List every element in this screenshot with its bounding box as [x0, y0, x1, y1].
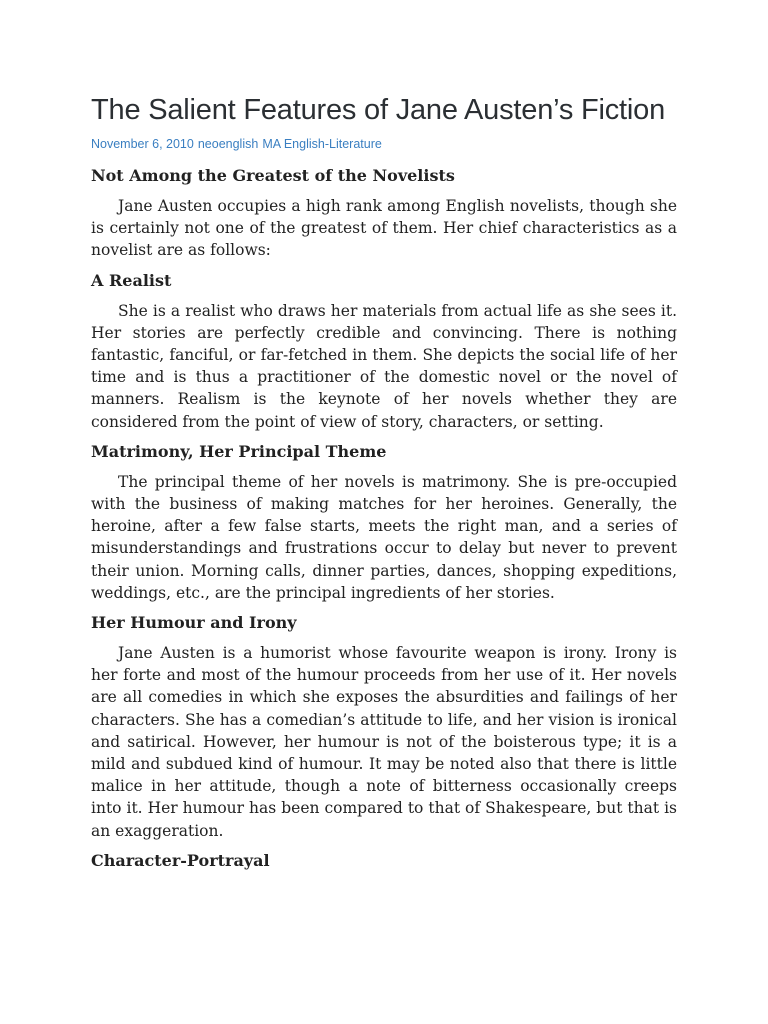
section-heading-humour: Her Humour and Irony: [91, 613, 297, 633]
article: [91, 0, 677, 872]
section-heading-greatest: Not Among the Greatest of the Novelists: [91, 166, 455, 185]
author-link[interactable]: neoenglish: [197, 137, 259, 151]
section-heading-realist: A Realist: [91, 270, 172, 290]
section-heading-matrimony: Matrimony, Her Principal Theme: [91, 441, 387, 461]
section-body-humour: Jane Austen is a humorist whose favourite weapon is irony. Irony is her forte and most of the humour proceeds from her use of it. Her novels are all comedies in which she exposes the absurdities and failings of her characters. She has a comedian’s attitude to life, and her vision is ironical and satirical. However, her humour is not of the boisterous type; it is a mild and subdued kind of humour. It may be noted also that there is little malice in her attitude, though a note of bitterness occasionally creeps into it. Her humour has been compared to that of Shakespeare, but that is an exaggeration.: [91, 644, 677, 840]
category-link[interactable]: MA English-Literature: [262, 137, 382, 151]
section-body-realist: She is a realist who draws her materials from actual life as she sees it. Her stories are perfectly credible and convincing. There is nothing fantastic, fanciful, or far-fetched in them. She depicts the social life of her time and is thus a practitioner of the domestic novel or the novel of manners. Realism is the keynote of her novels whether they are considered from the point of view of story, characters, or setting.: [91, 301, 677, 431]
article-meta: [91, 136, 677, 152]
section-body-greatest: Jane Austen occupies a high rank among English novelists, though she is certainly not one of the greatest of them. Her chief characteristics as a novelist are as follows:: [91, 197, 677, 260]
article-title: The Salient Features of Jane Austen’s Fiction: [91, 94, 666, 126]
section-body-matrimony: The principal theme of her novels is matrimony. She is pre-occupied with the business of making matches for her heroines. Generally, the heroine, after a few false starts, meets the right man, and a series of misunderstandings and frustrations occur to delay but never to prevent their union. Morning calls, dinner parties, dances, shopping expeditions, weddings, etc., are the principal ingredients of her stories.: [91, 472, 677, 602]
post-date-link[interactable]: November 6, 2010: [91, 137, 194, 151]
section-heading-character: Character-Portrayal: [91, 850, 270, 870]
